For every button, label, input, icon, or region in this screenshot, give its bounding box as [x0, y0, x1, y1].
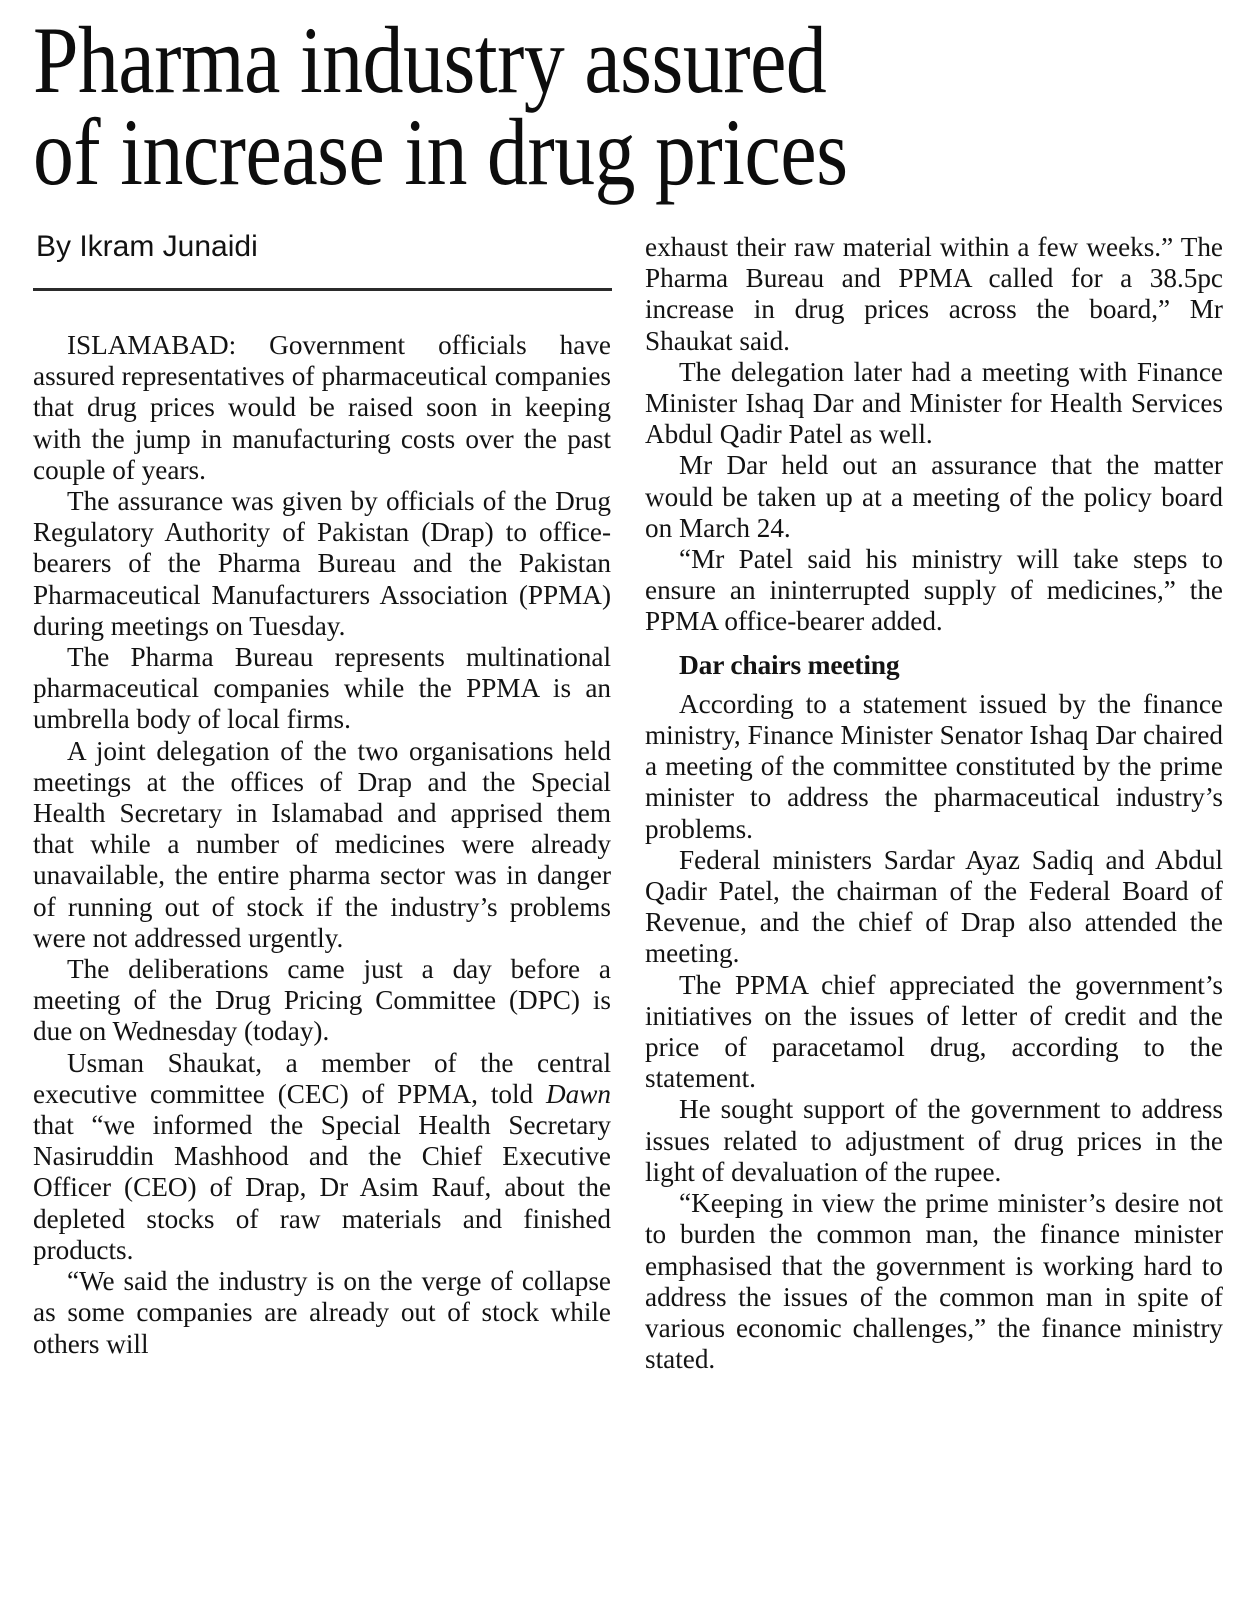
paragraph-jump-in: exhaust their raw material within a few weeks.” The Pharma Bureau and PPMA called for a 38.5pc increase in drug prices across the board,” Mr Shaukat said.	[645, 232, 1223, 356]
paragraph: The delegation later had a meeting with Finance Minister Ishaq Dar and Minister for Health Services Abdul Qadir Patel as well.	[645, 356, 1223, 450]
paragraph: The assurance was given by officials of the Drug Regulatory Authority of Pakistan (Drap) to office-bearers of the Pharma Bureau and the Pakistan Pharmaceutical Manufacturers Association (PPMA) during meetings on Tuesday.	[33, 486, 611, 641]
article-column-right	[645, 232, 1223, 1375]
paragraph: “Mr Patel said his ministry will take steps to ensure an ininterrupted supply of medicines,” the PPMA office-bearer added.	[645, 544, 1223, 637]
byline-divider	[33, 288, 612, 291]
byline: By Ikram Junaidi	[36, 230, 258, 263]
paragraph: The deliberations came just a day before a meeting of the Drug Pricing Committee (DPC) is due on Wednesday (today).	[33, 954, 611, 1047]
article-column-left	[33, 330, 611, 1360]
paragraph-jump-out: “We said the industry is on the verge of collapse as some companies are already out of stock while others will	[33, 1266, 611, 1359]
paragraph: According to a statement issued by the finance ministry, Finance Minister Senator Ishaq Dar chaired a meeting of the committee constituted by the prime minister to address the pharmaceutical industry’s problems.	[645, 688, 1223, 844]
page-title	[33, 7, 1223, 205]
paragraph: The PPMA chief appreciated the government’s initiatives on the issues of letter of credit and the price of paracetamol drug, according to the statement.	[645, 969, 1223, 1094]
paragraph: The Pharma Bureau represents multinational pharmaceutical companies while the PPMA is an umbrella body of local firms.	[33, 642, 611, 735]
section-subheading: Dar chairs meeting	[679, 648, 900, 680]
headline-line-1: Pharma industry assured	[33, 7, 827, 113]
paragraph: Federal ministers Sardar Ayaz Sadiq and Abdul Qadir Patel, the chairman of the Federal Board of Revenue, and the chief of Drap also attended the meeting.	[645, 844, 1223, 969]
paragraph-text-after-citation: that “we informed the Special Health Secretary Nasiruddin Mashhood and the Chief Executive Officer (CEO) of Drap, Dr Asim Rauf, about the depleted stocks of raw materials and finished products.	[33, 1110, 611, 1265]
paragraph: Mr Dar held out an assurance that the matter would be taken up at a meeting of the policy board on March 24.	[645, 450, 1223, 543]
paragraph-with-citation	[33, 1048, 611, 1266]
paragraph: “Keeping in view the prime minister’s desire not to burden the common man, the finance minister emphasised that the government is working hard to address the issues of the common man in spite of various economic challenges,” the finance ministry stated.	[645, 1188, 1223, 1375]
paragraph-text-before-citation: Usman Shaukat, a member of the central executive committee (CEC) of PPMA, told	[33, 1047, 611, 1109]
paragraph-lead: ISLAMABAD: Government officials have assured representatives of pharmaceutical companies that drug prices would be raised soon in keeping with the jump in manufacturing costs over the past couple of years.	[33, 330, 611, 485]
publication-name: Dawn	[546, 1078, 611, 1109]
headline-line-2: of increase in drug prices	[33, 99, 848, 205]
paragraph: He sought support of the government to address issues related to adjustment of drug prices in the light of devaluation of the rupee.	[645, 1094, 1223, 1187]
paragraph: A joint delegation of the two organisations held meetings at the offices of Drap and the Special Health Secretary in Islamabad and apprised them that while a number of medicines were already unavailable, the entire pharma sector was in danger of running out of stock if the industry’s problems were not addressed urgently.	[33, 735, 611, 953]
